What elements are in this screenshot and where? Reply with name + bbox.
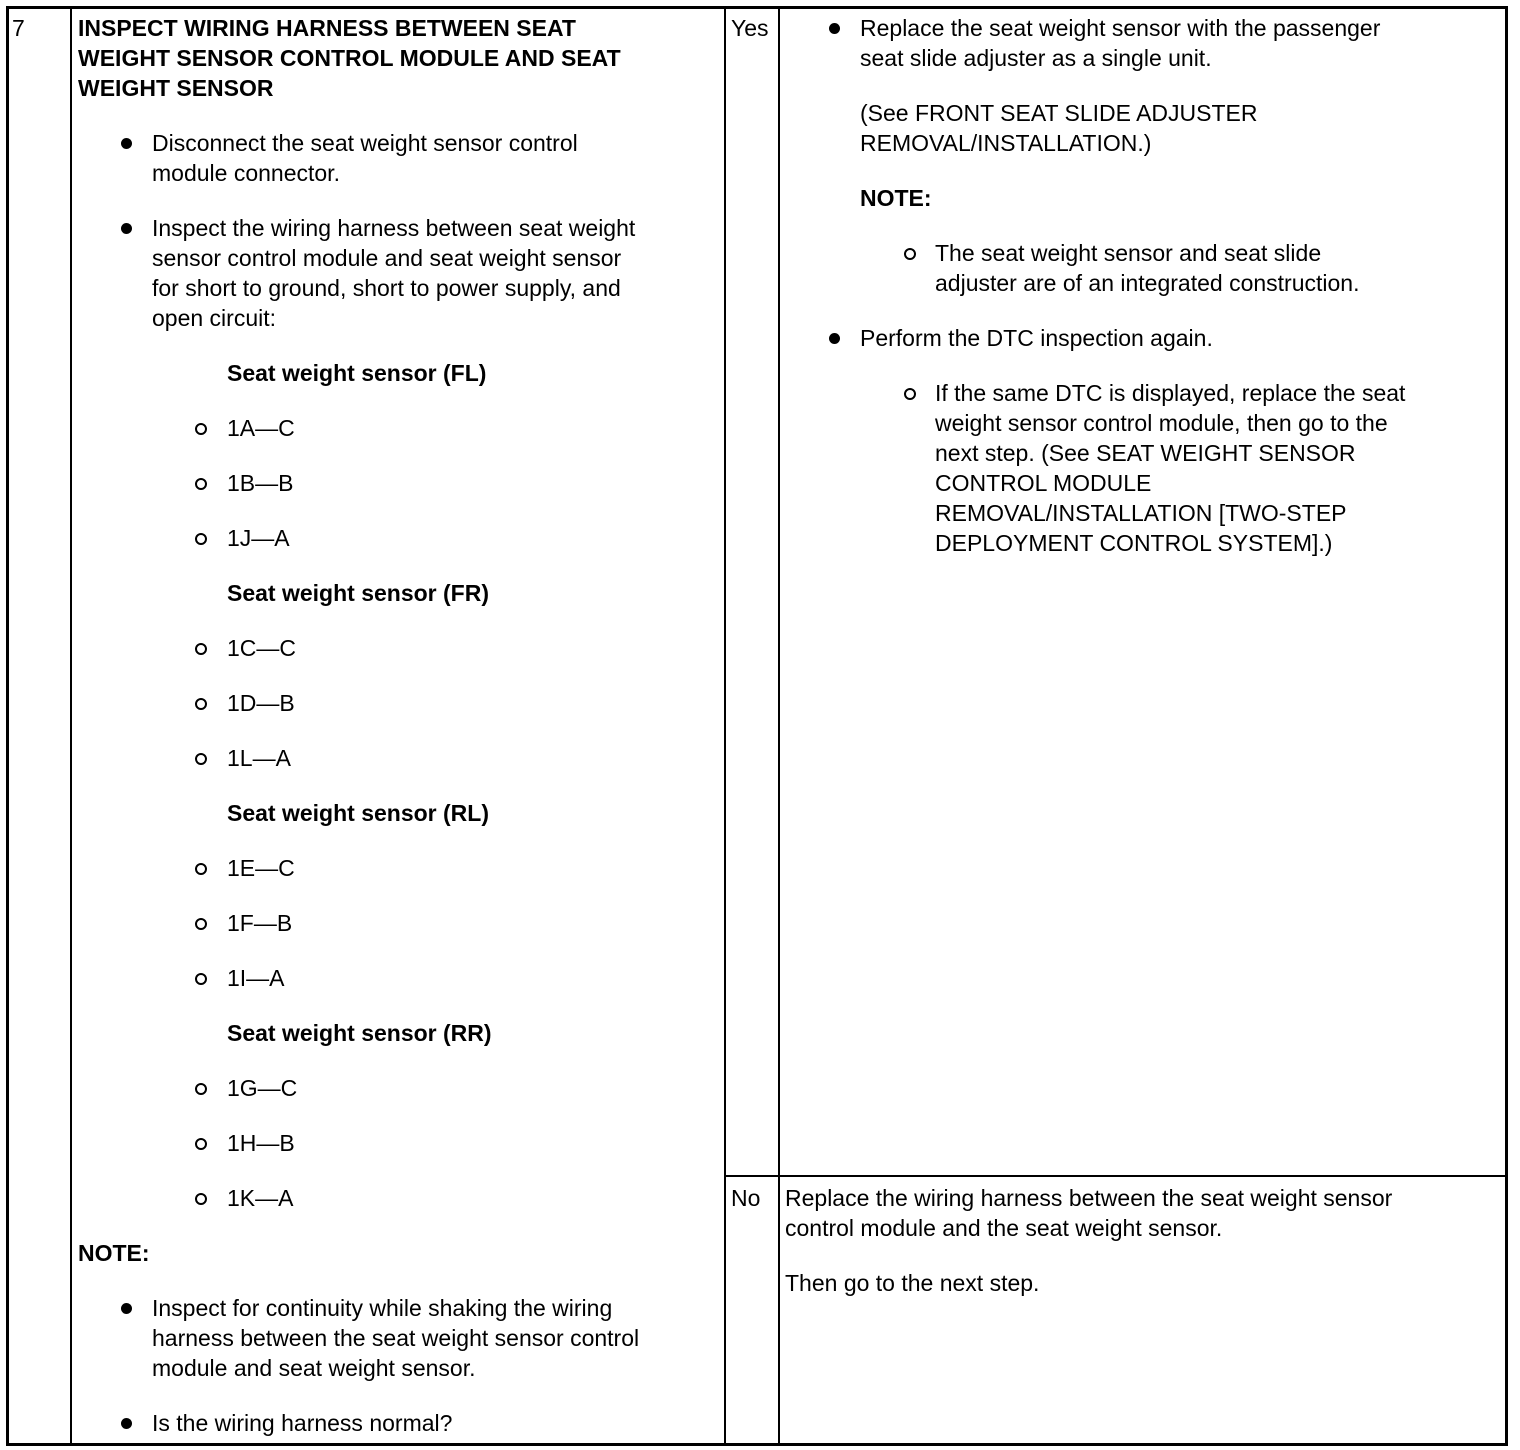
no-label: No <box>731 1185 761 1211</box>
group-heading: Seat weight sensor (RR) <box>227 1020 492 1046</box>
bullet-icon <box>829 333 840 344</box>
no-text-line: Replace the wiring harness between the seat weight sensor <box>785 1185 1393 1211</box>
circle-bullet-icon <box>195 1138 207 1150</box>
sub-item-line: next step. (See SEAT WEIGHT SENSOR <box>935 440 1356 466</box>
sub-item-line: CONTROL MODULE <box>935 470 1152 496</box>
no-next-step: Then go to the next step. <box>785 1270 1040 1296</box>
bullet-icon <box>121 1303 132 1314</box>
bullet-text-line: module and seat weight sensor. <box>152 1355 476 1381</box>
terminal-pair: 1A—C <box>227 415 295 441</box>
note-text-line: The seat weight sensor and seat slide <box>935 240 1322 266</box>
yes-note-label: NOTE: <box>860 185 932 211</box>
question-text: Is the wiring harness normal? <box>152 1410 453 1436</box>
terminal-pair: 1K—A <box>227 1185 294 1211</box>
yes-label: Yes <box>731 15 769 41</box>
sub-item-line: If the same DTC is displayed, replace the seat <box>935 380 1406 406</box>
circle-bullet-icon <box>195 1083 207 1095</box>
group-heading: Seat weight sensor (FL) <box>227 360 487 386</box>
bullet-text-line: Replace the seat weight sensor with the passenger <box>860 15 1381 41</box>
bullet-text-line: for short to ground, short to power supply, and <box>152 275 621 301</box>
circle-bullet-icon <box>195 643 207 655</box>
terminal-pair: 1G—C <box>227 1075 298 1101</box>
terminal-pair: 1B—B <box>227 470 294 496</box>
bullet-text-line: seat slide adjuster as a single unit. <box>860 45 1212 71</box>
sub-item-line: weight sensor control module, then go to the <box>935 410 1388 436</box>
bullet-text-line: Inspect for continuity while shaking the wiring <box>152 1295 613 1321</box>
terminal-pair: 1H—B <box>227 1130 295 1156</box>
terminal-pair: 1E—C <box>227 855 295 881</box>
circle-bullet-icon <box>904 248 916 260</box>
step-title-line: WEIGHT SENSOR <box>78 75 274 101</box>
bullet-text-line: Inspect the wiring harness between seat weight <box>152 215 636 241</box>
group-heading: Seat weight sensor (FR) <box>227 580 489 606</box>
terminal-pair: 1J—A <box>227 525 290 551</box>
bullet-text-line: harness between the seat weight sensor control <box>152 1325 640 1351</box>
circle-bullet-icon <box>195 1193 207 1205</box>
step-number: 7 <box>12 15 25 41</box>
column-divider-answer <box>724 6 726 1443</box>
bullet-icon <box>121 1418 132 1429</box>
bullet-text-line: module connector. <box>152 160 340 186</box>
column-divider-action <box>778 6 780 1443</box>
circle-bullet-icon <box>195 533 207 545</box>
group-heading: Seat weight sensor (RL) <box>227 800 489 826</box>
step-title-line: WEIGHT SENSOR CONTROL MODULE AND SEAT <box>78 45 621 71</box>
note-text-line: adjuster are of an integrated construction. <box>935 270 1360 296</box>
bullet-text-line: open circuit: <box>152 305 277 331</box>
bullet-icon <box>829 23 840 34</box>
note-label: NOTE: <box>78 1240 150 1266</box>
bullet-text-line: sensor control module and seat weight sensor <box>152 245 622 271</box>
circle-bullet-icon <box>195 753 207 765</box>
terminal-pair: 1C—C <box>227 635 297 661</box>
circle-bullet-icon <box>195 423 207 435</box>
terminal-pair: 1I—A <box>227 965 285 991</box>
no-text-line: control module and the seat weight sensor. <box>785 1215 1223 1241</box>
terminal-pair: 1L—A <box>227 745 291 771</box>
circle-bullet-icon <box>195 863 207 875</box>
row-divider-yes-no <box>724 1175 1505 1177</box>
terminal-pair: 1D—B <box>227 690 295 716</box>
bullet-text-line: Perform the DTC inspection again. <box>860 325 1213 351</box>
bullet-icon <box>121 223 132 234</box>
step-title-line: INSPECT WIRING HARNESS BETWEEN SEAT <box>78 15 576 41</box>
circle-bullet-icon <box>195 918 207 930</box>
circle-bullet-icon <box>195 478 207 490</box>
circle-bullet-icon <box>195 698 207 710</box>
terminal-pair: 1F—B <box>227 910 293 936</box>
reference-line: REMOVAL/INSTALLATION.) <box>860 130 1152 156</box>
circle-bullet-icon <box>195 973 207 985</box>
circle-bullet-icon <box>904 388 916 400</box>
bullet-icon <box>121 138 132 149</box>
sub-item-line: DEPLOYMENT CONTROL SYSTEM].) <box>935 530 1333 556</box>
bullet-text-line: Disconnect the seat weight sensor control <box>152 130 578 156</box>
sub-item-line: REMOVAL/INSTALLATION [TWO-STEP <box>935 500 1347 526</box>
reference-line: (See FRONT SEAT SLIDE ADJUSTER <box>860 100 1258 126</box>
column-divider-step <box>70 6 72 1443</box>
